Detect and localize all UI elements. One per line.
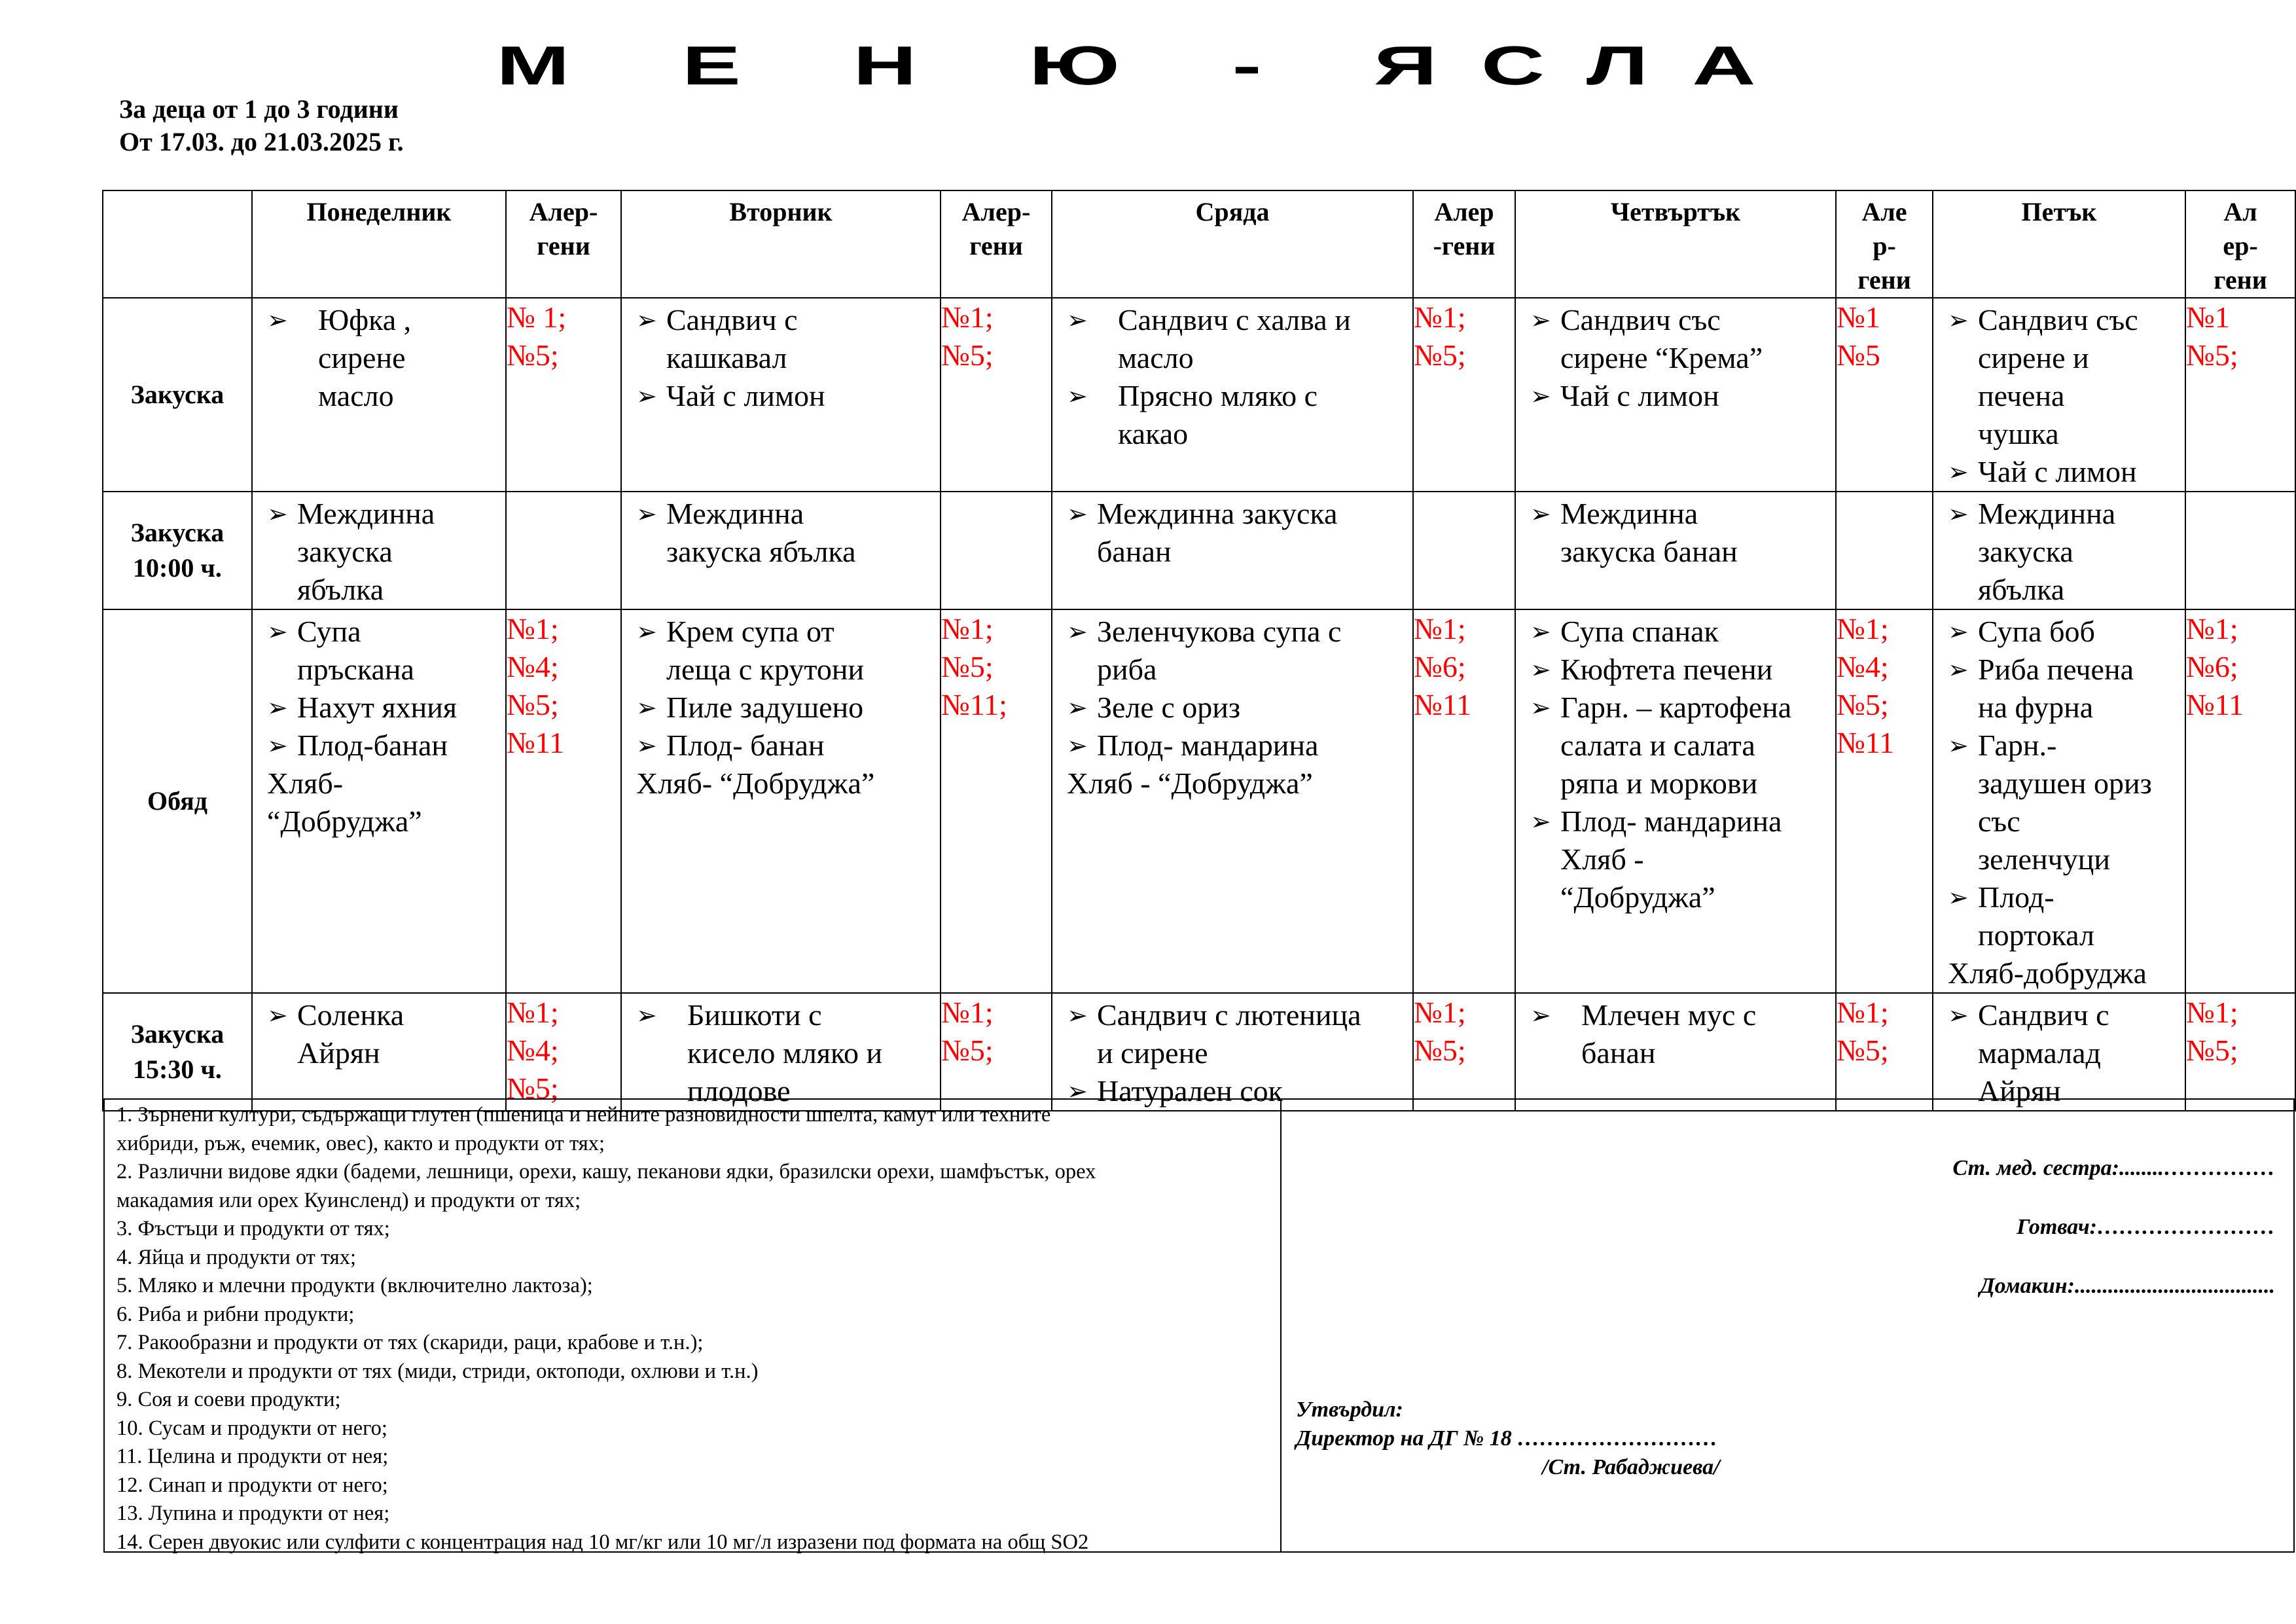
menu-item: ➢ Плод- мандарина Хляб - “Добруджа”: [1530, 803, 1831, 916]
meal-row: [103, 609, 2295, 993]
allergen-codes: №1 №5;: [2185, 298, 2295, 492]
menu-item: ➢ Междинна закуска ябълка: [636, 495, 936, 571]
menu-cell: [1052, 993, 1413, 1111]
legend-line: 1. Зърнени култури, съдържащи глутен (пшеница и нейните разновидности шпелта, камут или техните: [117, 1103, 1051, 1127]
menu-item: ➢ Зеленчукова супа с риба: [1067, 613, 1408, 689]
menu-item: ➢ Гарн.- задушен ориз със зеленчуци: [1948, 727, 2181, 878]
nurse-signature: Ст. мед. сестра:........……………: [1952, 1156, 2275, 1180]
menu-item: ➢ Супа спанак: [1530, 613, 1831, 651]
allergen-codes: №1; №5;: [941, 993, 1052, 1111]
meal-label: Закуска 10:00 ч.: [103, 492, 252, 609]
signature-box: [1282, 1098, 2295, 1553]
menu-cell: [1052, 492, 1413, 609]
menu-items: [1933, 492, 2185, 609]
menu-item: ➢ Сандвич със сирене “Крема”: [1530, 301, 1831, 377]
menu-item: ➢ Плод- портокал: [1948, 878, 2181, 954]
menu-item: ➢ Междинна закуска банан: [1530, 495, 1831, 571]
allergen-codes: [1836, 492, 1933, 609]
menu-items: [253, 298, 505, 415]
menu-cell: [252, 298, 506, 492]
menu-cell: [621, 492, 941, 609]
allergen-codes: №1 №5: [1836, 298, 1933, 492]
allergen-codes: [506, 492, 621, 609]
allergen-codes: №1; №6; №11: [2185, 609, 2295, 993]
menu-item: ➢ Кюфтета печени: [1530, 651, 1831, 689]
meal-label: Обяд: [103, 609, 252, 993]
legend-line: 12. Синап и продукти от него;: [117, 1473, 388, 1497]
allergen-header: Алер- гени: [941, 190, 1052, 298]
menu-item: ➢ Чай с лимон: [1530, 377, 1831, 415]
allergen-codes: [2185, 492, 2295, 609]
menu-item: ➢ Междинна закуска ябълка: [267, 495, 501, 609]
menu-items: [1516, 610, 1835, 916]
menu-items: [1052, 610, 1412, 765]
meal-row: [103, 492, 2295, 609]
cook-signature: Готвач:……………………: [2017, 1215, 2275, 1239]
approved-label: Утвърдил:: [1296, 1398, 1403, 1422]
menu-cell: [252, 993, 506, 1111]
menu-item: ➢ Нахут яхния: [267, 689, 501, 727]
menu-cell: [1933, 298, 2185, 492]
header-row: [103, 190, 2295, 298]
menu-cell: [252, 492, 506, 609]
page-title: М Е Н Ю - ЯСЛА: [496, 35, 1800, 96]
day-header: Петък: [1933, 190, 2185, 298]
allergen-header: Алер -гени: [1413, 190, 1515, 298]
allergen-codes: №1; №5; №11;: [941, 609, 1052, 993]
legend-line: 6. Риба и рибни продукти;: [117, 1302, 355, 1326]
menu-items: [253, 994, 505, 1072]
legend-line: 11. Целина и продукти от нея;: [117, 1445, 389, 1468]
allergen-codes: [1413, 492, 1515, 609]
menu-item: ➢ Сандвич с халва и масло: [1067, 301, 1408, 377]
menu-items: [253, 492, 505, 609]
allergen-codes: №1; №5;: [1413, 993, 1515, 1111]
legend-line: 2. Различни видове ядки (бадеми, лешници, орехи, кашу, пеканови ядки, бразилски орехи, шамфъстък, орех: [117, 1160, 1096, 1183]
menu-cell: [1052, 298, 1413, 492]
menu-item-extra: Хляб - “Добруджа”: [1067, 767, 1313, 800]
allergen-codes: №1; №5;: [1836, 993, 1933, 1111]
menu-cell: [1933, 993, 2185, 1111]
menu-item-extra: Хляб- “Добруджа”: [267, 767, 422, 838]
legend-line: 3. Фъстъци и продукти от тях;: [117, 1217, 390, 1240]
legend-line: 10. Сусам и продукти от него;: [117, 1416, 387, 1440]
menu-items: [1933, 994, 2185, 1110]
menu-item: ➢ Крем супа от леща с крутони: [636, 613, 936, 689]
subtitle: [119, 93, 404, 158]
menu-items: [1052, 298, 1412, 453]
day-header: Четвъртък: [1515, 190, 1836, 298]
menu-item: ➢ Сандвич с мармалад Айрян: [1948, 996, 2181, 1110]
allergen-codes: № 1; №5;: [506, 298, 621, 492]
menu-item: ➢ Бишкоти с кисело мляко и плодове: [636, 996, 936, 1110]
day-header: Вторник: [621, 190, 941, 298]
menu-items: [622, 298, 940, 415]
menu-item: ➢ Риба печена на фурна: [1948, 651, 2181, 727]
director-name: /Ст. Рабаджиева/: [1542, 1455, 1720, 1479]
director-signature: Директор на ДГ № 18 ………………………: [1296, 1426, 1718, 1451]
allergen-codes: №1; №5;: [941, 298, 1052, 492]
menu-items: [622, 610, 940, 765]
allergen-codes: №1; №4; №5; №11: [506, 609, 621, 993]
menu-item: ➢ Супа боб: [1948, 613, 2181, 651]
legend-line: макадамия или орех Куинсленд) и продукти от тях;: [117, 1188, 581, 1212]
menu-items: [622, 994, 940, 1110]
legend-line: 5. Мляко и млечни продукти (включително лактоза);: [117, 1274, 593, 1297]
menu-cell: [252, 609, 506, 993]
menu-items: [1516, 298, 1835, 415]
menu-items: [1052, 994, 1412, 1110]
menu-item: ➢ Сандвич с кашкавал: [636, 301, 936, 377]
menu-item-extra: Хляб- “Добруджа”: [636, 767, 875, 800]
menu-item: ➢ Междинна закуска ябълка: [1948, 495, 2181, 609]
menu-cell: [1933, 492, 2185, 609]
meal-label: Закуска: [103, 298, 252, 492]
menu-item: ➢ Натурален сок: [1067, 1072, 1408, 1110]
menu-item: ➢ Пиле задушено: [636, 689, 936, 727]
menu-item: ➢ Соленка Айрян: [267, 996, 501, 1072]
meal-row: [103, 993, 2295, 1111]
legend-line: 8. Мекотели и продукти от тях (миди, стриди, октоподи, охлюви и т.н.): [117, 1359, 759, 1383]
allergen-codes: №1; №6; №11: [1413, 609, 1515, 993]
menu-items: [622, 492, 940, 571]
legend-line: хибриди, ръж, ечемик, овес), както и продукти от тях;: [117, 1131, 605, 1155]
menu-items: [253, 610, 505, 765]
legend-line: 13. Лупина и продукти от нея;: [117, 1502, 390, 1525]
menu-cell: [1515, 993, 1836, 1111]
menu-item: ➢ Прясно мляко с какао: [1067, 377, 1408, 453]
housekeeper-signature: Домакин:....................................: [1979, 1274, 2275, 1298]
menu-body: [103, 190, 2295, 1111]
allergen-header: Ал ер- гени: [2185, 190, 2295, 298]
allergen-codes: №1; №4; №5;: [506, 993, 621, 1111]
menu-cell: [1515, 492, 1836, 609]
date-range: От 17.03. до 21.03.2025 г.: [119, 127, 404, 156]
menu-items: [1516, 994, 1835, 1072]
menu-cell: [1515, 298, 1836, 492]
legend-line: 7. Ракообразни и продукти от тях (скариди, раци, крабове и т.н.);: [117, 1331, 704, 1354]
menu-item: ➢ Плод-банан: [267, 727, 501, 765]
day-header: Сряда: [1052, 190, 1413, 298]
menu-items: [1516, 492, 1835, 571]
menu-item-extra: Хляб-добруджа: [1948, 956, 2147, 990]
allergen-codes: №1; №5;: [2185, 993, 2295, 1111]
menu-item: ➢ Зеле с ориз: [1067, 689, 1408, 727]
allergen-header: Але р- гени: [1836, 190, 1933, 298]
menu-item: ➢ Млечен мус с банан: [1530, 996, 1831, 1072]
legend-line: 14. Серен двуокис или сулфити с концентрация над 10 мг/кг или 10 мг/л изразени под формата на общ SO2: [117, 1530, 1089, 1554]
allergen-codes: №1; №4; №5; №11: [1836, 609, 1933, 993]
menu-item: ➢ Плод- мандарина: [1067, 727, 1408, 765]
menu-cell: [1052, 609, 1413, 993]
menu-item: ➢ Плод- банан: [636, 727, 936, 765]
menu-item: ➢ Междинна закуска банан: [1067, 495, 1408, 571]
meal-row: [103, 298, 2295, 492]
weekly-menu-table: [102, 190, 2296, 1111]
legend-line: 9. Соя и соеви продукти;: [117, 1388, 341, 1411]
day-header: Понеделник: [252, 190, 506, 298]
meal-label: Закуска 15:30 ч.: [103, 993, 252, 1111]
menu-item: ➢ Чай с лимон: [1948, 453, 2181, 491]
age-group: За деца от 1 до 3 години: [119, 94, 399, 124]
menu-item: ➢ Юфка , сирене масло: [267, 301, 501, 415]
corner-cell: [103, 190, 252, 298]
allergen-codes: №1; №5;: [1413, 298, 1515, 492]
menu-items: [1933, 610, 2185, 954]
menu-item: ➢ Супа пръскана: [267, 613, 501, 689]
menu-cell: [1933, 609, 2185, 993]
allergen-header: Алер- гени: [506, 190, 621, 298]
menu-cell: [621, 298, 941, 492]
allergen-legend: [103, 1098, 1282, 1553]
menu-item: ➢ Чай с лимон: [636, 377, 936, 415]
menu-cell: [621, 609, 941, 993]
menu-item: ➢ Гарн. – картофена салата и салата ряпа и моркови: [1530, 689, 1831, 803]
legend-line: 4. Яйца и продукти от тях;: [117, 1245, 357, 1269]
menu-items: [1933, 298, 2185, 491]
menu-item: ➢ Сандвич с лютеница и сирене: [1067, 996, 1408, 1072]
menu-item: ➢ Сандвич със сирене и печена чушка: [1948, 301, 2181, 453]
menu-items: [1052, 492, 1412, 571]
allergen-codes: [941, 492, 1052, 609]
menu-cell: [1515, 609, 1836, 993]
menu-cell: [621, 993, 941, 1111]
